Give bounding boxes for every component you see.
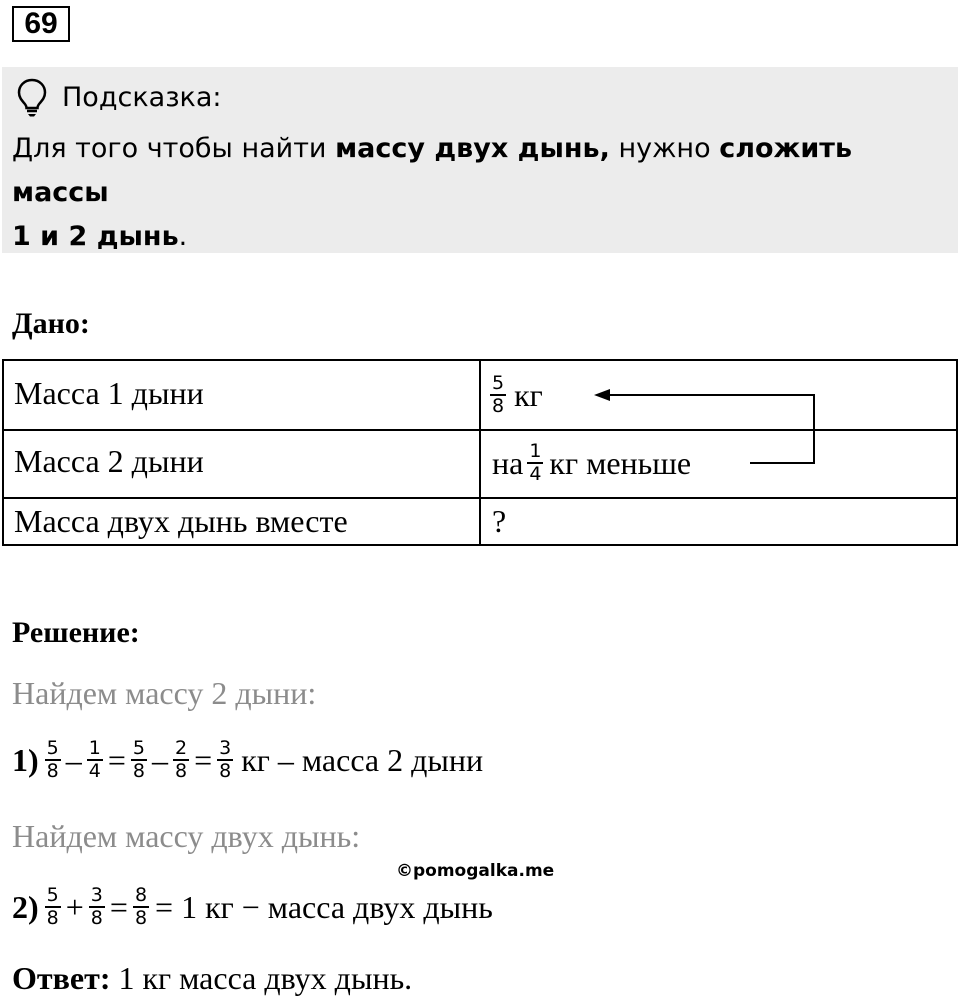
unit: кг xyxy=(514,377,543,413)
fraction-numerator: 5 xyxy=(132,737,145,759)
comparison-arrow-icon xyxy=(584,381,824,471)
hint-text xyxy=(12,127,952,259)
fraction-denominator: 8 xyxy=(174,760,188,782)
answer xyxy=(12,958,412,998)
fraction xyxy=(131,738,147,782)
step1-caption: Найдем массу 2 дыни: xyxy=(12,675,317,711)
fraction-numerator: 1 xyxy=(529,440,542,462)
task-number: 69 xyxy=(12,6,70,42)
fraction-denominator: 8 xyxy=(46,907,59,929)
row2-label: Масса 2 дыни xyxy=(14,443,204,479)
step2-equation xyxy=(12,885,493,929)
fraction-numerator: 8 xyxy=(134,884,148,906)
fraction-numerator: 3 xyxy=(90,884,103,906)
step-number: 1) xyxy=(12,742,39,778)
operator: – xyxy=(65,742,82,778)
fraction xyxy=(89,885,105,929)
fraction xyxy=(527,441,543,485)
fraction xyxy=(87,738,103,782)
fraction-denominator: 8 xyxy=(132,760,145,782)
prefix: на xyxy=(492,445,524,481)
fraction-numerator: 5 xyxy=(492,372,505,394)
suffix: кг меньше xyxy=(549,445,692,481)
answer-text: 1 кг масса двух дынь. xyxy=(110,960,413,996)
equals-sign: = xyxy=(109,889,128,925)
fraction-denominator: 4 xyxy=(529,463,542,485)
row1-value xyxy=(488,361,543,429)
fraction xyxy=(173,738,189,782)
hint-text-part: нужно xyxy=(609,133,720,164)
fraction xyxy=(45,738,61,782)
watermark: ©pomogalka.me xyxy=(396,861,555,881)
operator: – xyxy=(151,742,168,778)
lightbulb-icon xyxy=(16,78,48,118)
hint-bold-two-melons-mass: массу двух дынь, xyxy=(335,133,610,164)
equals-sign: = xyxy=(194,742,213,778)
fraction-numerator: 5 xyxy=(46,884,59,906)
fraction xyxy=(45,885,61,929)
hint-text-period: . xyxy=(178,221,188,252)
fraction-numerator: 3 xyxy=(219,737,232,759)
row3-value: ? xyxy=(492,503,507,539)
fraction-denominator: 8 xyxy=(46,760,59,782)
fraction-numerator: 5 xyxy=(46,737,59,759)
fraction-denominator: 8 xyxy=(219,760,232,782)
fraction-denominator: 8 xyxy=(90,907,103,929)
step2-result-text: = 1 кг − масса двух дынь xyxy=(155,889,493,925)
fraction xyxy=(133,885,149,929)
fraction-numerator: 2 xyxy=(174,737,188,759)
hint-bold-add-masses: сложить массы xyxy=(12,133,853,208)
solution-heading: Решение: xyxy=(12,616,140,649)
step1-equation xyxy=(12,738,483,782)
table-column-divider xyxy=(479,361,481,544)
step-number: 2) xyxy=(12,889,39,925)
fraction xyxy=(217,738,233,782)
row1-label: Масса 1 дыни xyxy=(14,375,204,411)
hint-title: Подсказка: xyxy=(62,82,222,113)
hint-bold-melons-1-2: 1 и 2 дынь xyxy=(12,221,179,252)
fraction-denominator: 8 xyxy=(492,395,505,417)
fraction xyxy=(490,373,506,417)
given-table xyxy=(2,359,958,546)
answer-label: Ответ: xyxy=(12,960,111,996)
fraction-denominator: 4 xyxy=(88,760,101,782)
row3-label: Масса двух дынь вместе xyxy=(14,503,348,539)
step1-result-text: кг – масса 2 дыни xyxy=(241,742,484,778)
step2-caption: Найдем массу двух дынь: xyxy=(12,818,361,854)
hint-text-part: Для того чтобы найти xyxy=(12,133,336,164)
fraction-denominator: 8 xyxy=(134,907,148,929)
operator: + xyxy=(65,889,84,925)
fraction-numerator: 1 xyxy=(88,737,101,759)
given-heading: Дано: xyxy=(12,307,90,340)
equals-sign: = xyxy=(107,742,126,778)
